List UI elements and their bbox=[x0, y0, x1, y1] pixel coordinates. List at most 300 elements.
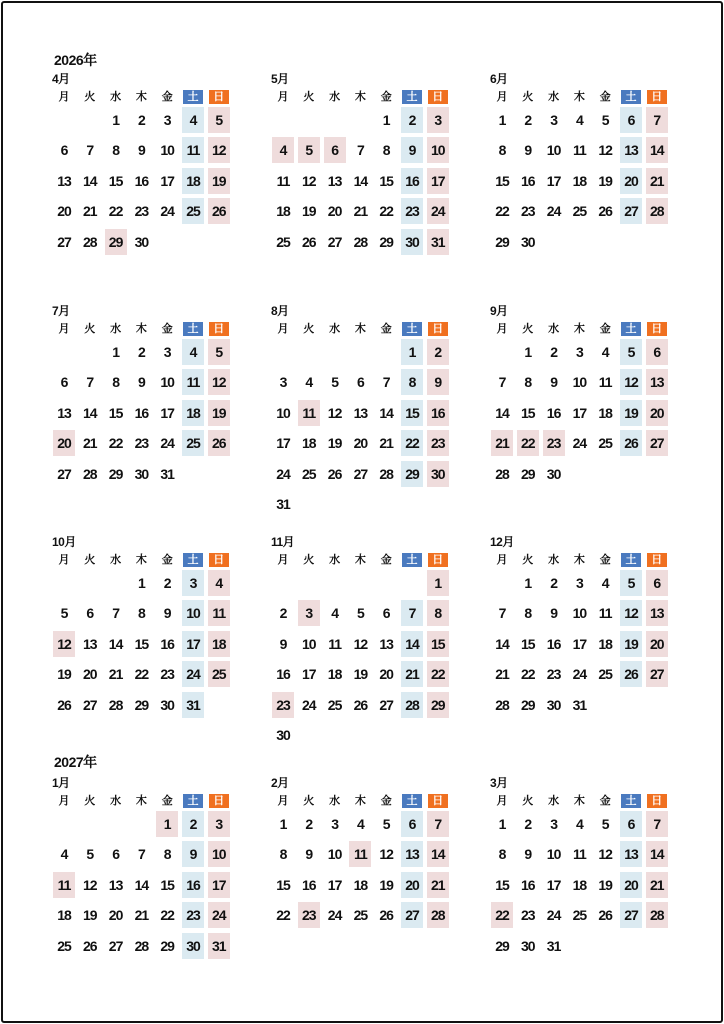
day-cell: 29 bbox=[521, 696, 535, 713]
weekday-header: 土 bbox=[621, 553, 641, 567]
weekday-header: 水 bbox=[329, 554, 341, 566]
day-cell: 12 bbox=[598, 142, 612, 159]
day-cell: 2 bbox=[550, 575, 557, 591]
weekday-header: 水 bbox=[329, 91, 341, 103]
weekday-header: 水 bbox=[329, 323, 341, 335]
day-cell: 5 bbox=[86, 846, 94, 863]
day-cell: 6 bbox=[620, 107, 642, 133]
day-cell: 10 bbox=[160, 142, 174, 159]
day-cell: 23 bbox=[521, 203, 535, 220]
day-cell: 19 bbox=[379, 876, 393, 893]
day-cell: 4 bbox=[182, 107, 204, 133]
day-cell: 4 bbox=[60, 846, 68, 863]
day-cell: 30 bbox=[134, 465, 149, 482]
day-cell: 13 bbox=[620, 841, 642, 867]
day-cell: 3 bbox=[550, 816, 557, 832]
month-title: 12月 bbox=[490, 535, 514, 549]
weekday-header: 日 bbox=[428, 322, 448, 336]
day-cell: 15 bbox=[495, 172, 509, 189]
day-cell: 23 bbox=[272, 692, 294, 718]
day-cell: 22 bbox=[134, 666, 149, 683]
day-cell: 28 bbox=[646, 902, 668, 928]
day-cell: 8 bbox=[427, 600, 449, 626]
day-cell: 3 bbox=[208, 811, 230, 837]
day-cell: 17 bbox=[546, 876, 561, 893]
month-title: 8月 bbox=[271, 304, 289, 318]
month-11月 bbox=[271, 535, 471, 761]
day-cell: 15 bbox=[401, 400, 423, 426]
month-title: 2月 bbox=[271, 776, 289, 790]
month-12月 bbox=[490, 535, 690, 761]
day-cell: 31 bbox=[182, 692, 204, 718]
month-5月 bbox=[271, 72, 471, 298]
day-cell: 28 bbox=[401, 692, 423, 718]
day-cell: 8 bbox=[279, 846, 287, 863]
month-title: 1月 bbox=[52, 776, 70, 790]
day-cell: 9 bbox=[279, 635, 287, 652]
day-cell: 22 bbox=[427, 661, 449, 687]
day-cell: 16 bbox=[160, 635, 174, 652]
day-cell: 26 bbox=[83, 937, 97, 954]
day-cell: 11 bbox=[598, 374, 612, 391]
day-cell: 4 bbox=[182, 339, 204, 365]
day-cell: 8 bbox=[524, 605, 532, 622]
day-cell: 13 bbox=[646, 600, 668, 626]
day-cell: 24 bbox=[208, 902, 230, 928]
day-cell: 24 bbox=[572, 666, 587, 683]
day-cell: 23 bbox=[543, 430, 565, 456]
month-title: 7月 bbox=[52, 304, 70, 318]
day-cell: 1 bbox=[498, 112, 506, 128]
day-cell: 2 bbox=[524, 112, 532, 128]
weekday-header: 月 bbox=[277, 554, 289, 566]
day-cell: 1 bbox=[279, 816, 287, 832]
day-cell: 26 bbox=[327, 465, 342, 482]
day-cell: 6 bbox=[401, 811, 423, 837]
day-cell: 21 bbox=[353, 203, 368, 220]
day-cell: 25 bbox=[572, 907, 587, 924]
day-cell: 19 bbox=[57, 666, 71, 683]
day-cell: 3 bbox=[575, 344, 583, 360]
day-cell: 5 bbox=[601, 816, 609, 832]
day-cell: 1 bbox=[112, 112, 119, 128]
day-cell: 23 bbox=[521, 907, 535, 924]
day-cell: 3 bbox=[163, 112, 171, 128]
day-cell: 8 bbox=[382, 142, 390, 159]
day-cell: 28 bbox=[379, 465, 393, 482]
day-cell: 3 bbox=[298, 600, 320, 626]
day-cell: 30 bbox=[427, 461, 449, 487]
day-cell: 16 bbox=[546, 404, 561, 421]
day-cell: 9 bbox=[524, 142, 532, 159]
day-cell: 8 bbox=[112, 142, 119, 159]
day-cell: 11 bbox=[572, 142, 586, 159]
day-cell: 24 bbox=[546, 907, 561, 924]
day-cell: 16 bbox=[427, 400, 449, 426]
day-cell: 15 bbox=[521, 404, 535, 421]
day-cell: 19 bbox=[620, 400, 642, 426]
weekday-header: 水 bbox=[110, 323, 122, 335]
weekday-header: 金 bbox=[161, 323, 173, 335]
day-cell: 6 bbox=[112, 846, 119, 863]
weekday-header: 月 bbox=[58, 795, 70, 807]
weekday-header: 日 bbox=[209, 322, 229, 336]
day-cell: 22 bbox=[108, 203, 123, 220]
month-4月 bbox=[52, 72, 252, 298]
day-cell: 21 bbox=[401, 661, 423, 687]
day-cell: 28 bbox=[83, 465, 97, 482]
day-cell: 1 bbox=[137, 575, 145, 591]
day-cell: 23 bbox=[134, 203, 149, 220]
day-cell: 4 bbox=[575, 112, 583, 128]
day-cell: 30 bbox=[276, 727, 290, 743]
day-cell: 31 bbox=[427, 229, 449, 255]
weekday-header: 日 bbox=[209, 794, 229, 808]
day-cell: 4 bbox=[331, 605, 338, 622]
weekday-header: 木 bbox=[135, 323, 147, 335]
weekday-header: 土 bbox=[621, 322, 641, 336]
month-9月 bbox=[490, 304, 690, 530]
day-cell: 27 bbox=[401, 902, 423, 928]
weekday-header: 火 bbox=[303, 795, 315, 807]
weekday-header: 日 bbox=[647, 553, 667, 567]
day-cell: 14 bbox=[83, 172, 97, 189]
month-3月 bbox=[490, 776, 690, 1002]
month-title: 9月 bbox=[490, 304, 508, 318]
day-cell: 5 bbox=[382, 816, 390, 832]
day-cell: 20 bbox=[620, 168, 642, 194]
day-cell: 5 bbox=[331, 374, 338, 391]
day-cell: 14 bbox=[646, 841, 668, 867]
day-cell: 23 bbox=[546, 666, 561, 683]
weekday-header: 火 bbox=[303, 323, 315, 335]
year-label: 2026年 bbox=[54, 52, 97, 68]
day-cell: 27 bbox=[620, 198, 642, 224]
day-cell: 1 bbox=[524, 575, 532, 591]
day-cell: 19 bbox=[620, 631, 642, 657]
day-cell: 17 bbox=[302, 666, 316, 683]
weekday-header: 月 bbox=[58, 323, 70, 335]
day-cell: 31 bbox=[160, 465, 174, 482]
day-cell: 19 bbox=[598, 876, 612, 893]
day-cell: 25 bbox=[572, 203, 587, 220]
day-cell: 13 bbox=[646, 369, 668, 395]
day-cell: 24 bbox=[546, 203, 561, 220]
day-cell: 15 bbox=[495, 876, 509, 893]
day-cell: 31 bbox=[546, 937, 561, 954]
day-cell: 21 bbox=[134, 907, 149, 924]
day-cell: 16 bbox=[276, 666, 290, 683]
day-cell: 19 bbox=[353, 666, 368, 683]
day-cell: 10 bbox=[427, 137, 449, 163]
day-cell: 23 bbox=[401, 198, 423, 224]
day-cell: 11 bbox=[53, 872, 75, 898]
day-cell: 30 bbox=[521, 937, 535, 954]
day-cell: 18 bbox=[276, 203, 290, 220]
day-cell: 24 bbox=[302, 696, 316, 713]
day-cell: 28 bbox=[646, 198, 668, 224]
weekday-header: 日 bbox=[647, 90, 667, 104]
day-cell: 20 bbox=[57, 203, 71, 220]
day-cell: 6 bbox=[86, 605, 94, 622]
weekday-header: 火 bbox=[522, 323, 534, 335]
day-cell: 5 bbox=[620, 570, 642, 596]
weekday-header: 木 bbox=[135, 554, 147, 566]
day-cell: 23 bbox=[427, 430, 449, 456]
day-cell: 22 bbox=[495, 203, 509, 220]
day-cell: 18 bbox=[572, 876, 587, 893]
day-cell: 10 bbox=[572, 605, 587, 622]
day-cell: 11 bbox=[182, 137, 204, 163]
day-cell: 20 bbox=[108, 907, 123, 924]
day-cell: 6 bbox=[60, 142, 68, 159]
weekday-header: 火 bbox=[84, 323, 96, 335]
weekday-header: 火 bbox=[522, 554, 534, 566]
weekday-header: 水 bbox=[329, 795, 341, 807]
weekday-header: 金 bbox=[380, 91, 392, 103]
day-cell: 28 bbox=[353, 233, 368, 250]
weekday-header: 火 bbox=[522, 795, 534, 807]
day-cell: 31 bbox=[276, 496, 290, 512]
day-cell: 4 bbox=[272, 137, 294, 163]
weekday-header: 木 bbox=[135, 91, 147, 103]
day-cell: 11 bbox=[276, 172, 290, 189]
day-cell: 3 bbox=[279, 374, 287, 391]
weekday-header: 月 bbox=[277, 91, 289, 103]
weekday-header: 水 bbox=[548, 554, 560, 566]
day-cell: 5 bbox=[208, 339, 230, 365]
day-cell: 5 bbox=[601, 112, 609, 128]
day-cell: 25 bbox=[598, 666, 612, 683]
day-cell: 2 bbox=[305, 816, 313, 832]
day-cell: 8 bbox=[137, 605, 145, 622]
day-cell: 7 bbox=[646, 107, 668, 133]
weekday-header: 木 bbox=[573, 795, 585, 807]
day-cell: 7 bbox=[427, 811, 449, 837]
day-cell: 30 bbox=[546, 465, 561, 482]
day-cell: 12 bbox=[379, 846, 393, 863]
day-cell: 11 bbox=[208, 600, 230, 626]
weekday-header: 土 bbox=[183, 794, 203, 808]
weekday-header: 金 bbox=[380, 323, 392, 335]
day-cell: 7 bbox=[382, 374, 390, 391]
day-cell: 4 bbox=[601, 344, 609, 360]
day-cell: 13 bbox=[401, 841, 423, 867]
weekday-header: 日 bbox=[209, 553, 229, 567]
day-cell: 18 bbox=[208, 631, 230, 657]
weekday-header: 月 bbox=[496, 795, 508, 807]
day-cell: 21 bbox=[491, 430, 513, 456]
weekday-header: 日 bbox=[647, 794, 667, 808]
day-cell: 30 bbox=[546, 696, 561, 713]
day-cell: 13 bbox=[57, 172, 71, 189]
day-cell: 2 bbox=[427, 339, 449, 365]
weekday-header: 水 bbox=[110, 554, 122, 566]
weekday-header: 土 bbox=[183, 322, 203, 336]
weekday-header: 日 bbox=[428, 794, 448, 808]
day-cell: 15 bbox=[521, 635, 535, 652]
weekday-header: 日 bbox=[209, 90, 229, 104]
day-cell: 6 bbox=[620, 811, 642, 837]
day-cell: 29 bbox=[379, 233, 393, 250]
day-cell: 8 bbox=[498, 846, 506, 863]
day-cell: 9 bbox=[137, 374, 145, 391]
weekday-header: 木 bbox=[354, 323, 366, 335]
month-title: 10月 bbox=[52, 535, 76, 549]
day-cell: 5 bbox=[60, 605, 68, 622]
weekday-header: 土 bbox=[402, 794, 422, 808]
day-cell: 21 bbox=[427, 872, 449, 898]
day-cell: 13 bbox=[57, 404, 71, 421]
day-cell: 4 bbox=[356, 816, 364, 832]
day-cell: 15 bbox=[276, 876, 290, 893]
day-cell: 27 bbox=[646, 661, 668, 687]
day-cell: 16 bbox=[134, 404, 149, 421]
day-cell: 1 bbox=[382, 112, 390, 128]
day-cell: 19 bbox=[327, 435, 342, 452]
day-cell: 22 bbox=[379, 203, 393, 220]
day-cell: 23 bbox=[298, 902, 320, 928]
day-cell: 14 bbox=[427, 841, 449, 867]
day-cell: 1 bbox=[401, 339, 423, 365]
day-cell: 14 bbox=[134, 876, 149, 893]
day-cell: 8 bbox=[112, 374, 119, 391]
day-cell: 27 bbox=[57, 465, 71, 482]
day-cell: 2 bbox=[137, 344, 145, 360]
day-cell: 19 bbox=[208, 400, 230, 426]
day-cell: 22 bbox=[276, 907, 290, 924]
weekday-header: 木 bbox=[135, 795, 147, 807]
month-title: 3月 bbox=[490, 776, 508, 790]
day-cell: 13 bbox=[353, 404, 368, 421]
day-cell: 13 bbox=[83, 635, 97, 652]
weekday-header: 月 bbox=[496, 91, 508, 103]
day-cell: 25 bbox=[208, 661, 230, 687]
day-cell: 17 bbox=[427, 168, 449, 194]
day-cell: 11 bbox=[349, 841, 371, 867]
day-cell: 19 bbox=[208, 168, 230, 194]
day-cell: 22 bbox=[521, 666, 535, 683]
day-cell: 11 bbox=[182, 369, 204, 395]
day-cell: 15 bbox=[427, 631, 449, 657]
day-cell: 28 bbox=[495, 465, 509, 482]
day-cell: 26 bbox=[353, 696, 368, 713]
day-cell: 9 bbox=[305, 846, 313, 863]
day-cell: 8 bbox=[401, 369, 423, 395]
day-cell: 7 bbox=[112, 605, 119, 622]
weekday-header: 火 bbox=[522, 91, 534, 103]
day-cell: 16 bbox=[134, 172, 149, 189]
day-cell: 25 bbox=[182, 430, 204, 456]
day-cell: 10 bbox=[208, 841, 230, 867]
day-cell: 1 bbox=[112, 344, 119, 360]
weekday-header: 月 bbox=[277, 795, 289, 807]
month-6月 bbox=[490, 72, 690, 298]
day-cell: 22 bbox=[401, 430, 423, 456]
month-10月 bbox=[52, 535, 252, 761]
day-cell: 1 bbox=[427, 570, 449, 596]
year-label: 2027年 bbox=[54, 754, 97, 770]
day-cell: 22 bbox=[517, 430, 539, 456]
day-cell: 12 bbox=[208, 137, 230, 163]
day-cell: 1 bbox=[524, 344, 532, 360]
day-cell: 10 bbox=[182, 600, 204, 626]
day-cell: 18 bbox=[572, 172, 587, 189]
day-cell: 27 bbox=[646, 430, 668, 456]
day-cell: 23 bbox=[160, 666, 174, 683]
day-cell: 21 bbox=[646, 168, 668, 194]
day-cell: 8 bbox=[498, 142, 506, 159]
weekday-header: 金 bbox=[161, 91, 173, 103]
weekday-header: 月 bbox=[496, 323, 508, 335]
day-cell: 6 bbox=[646, 570, 668, 596]
day-cell: 5 bbox=[298, 137, 320, 163]
day-cell: 27 bbox=[83, 696, 97, 713]
day-cell: 16 bbox=[302, 876, 316, 893]
day-cell: 24 bbox=[276, 465, 290, 482]
day-cell: 28 bbox=[134, 937, 149, 954]
day-cell: 2 bbox=[182, 811, 204, 837]
day-cell: 12 bbox=[83, 876, 97, 893]
day-cell: 1 bbox=[156, 811, 178, 837]
day-cell: 2 bbox=[137, 112, 145, 128]
day-cell: 2 bbox=[279, 605, 287, 622]
weekday-header: 金 bbox=[161, 554, 173, 566]
weekday-header: 火 bbox=[84, 554, 96, 566]
day-cell: 21 bbox=[495, 666, 509, 683]
day-cell: 2 bbox=[524, 816, 532, 832]
day-cell: 15 bbox=[160, 876, 174, 893]
day-cell: 7 bbox=[498, 374, 506, 391]
weekday-header: 火 bbox=[84, 795, 96, 807]
day-cell: 9 bbox=[427, 369, 449, 395]
day-cell: 27 bbox=[327, 233, 342, 250]
day-cell: 3 bbox=[182, 570, 204, 596]
day-cell: 6 bbox=[646, 339, 668, 365]
day-cell: 10 bbox=[302, 635, 316, 652]
day-cell: 24 bbox=[327, 907, 342, 924]
day-cell: 27 bbox=[57, 233, 71, 250]
day-cell: 14 bbox=[83, 404, 97, 421]
day-cell: 17 bbox=[327, 876, 342, 893]
day-cell: 26 bbox=[620, 661, 642, 687]
day-cell: 12 bbox=[53, 631, 75, 657]
day-cell: 26 bbox=[598, 203, 612, 220]
day-cell: 17 bbox=[160, 172, 174, 189]
day-cell: 11 bbox=[298, 400, 320, 426]
day-cell: 7 bbox=[498, 605, 506, 622]
day-cell: 16 bbox=[521, 172, 535, 189]
day-cell: 9 bbox=[550, 605, 557, 622]
day-cell: 29 bbox=[401, 461, 423, 487]
weekday-header: 金 bbox=[599, 554, 611, 566]
day-cell: 20 bbox=[401, 872, 423, 898]
weekday-header: 日 bbox=[428, 553, 448, 567]
day-cell: 14 bbox=[495, 635, 509, 652]
weekday-header: 金 bbox=[161, 795, 173, 807]
month-7月 bbox=[52, 304, 252, 530]
day-cell: 13 bbox=[108, 876, 123, 893]
day-cell: 18 bbox=[598, 635, 612, 652]
day-cell: 18 bbox=[182, 168, 204, 194]
day-cell: 20 bbox=[353, 435, 368, 452]
day-cell: 14 bbox=[495, 404, 509, 421]
day-cell: 13 bbox=[620, 137, 642, 163]
day-cell: 28 bbox=[495, 696, 509, 713]
day-cell: 25 bbox=[276, 233, 290, 250]
weekday-header: 土 bbox=[402, 322, 422, 336]
weekday-header: 木 bbox=[354, 91, 366, 103]
